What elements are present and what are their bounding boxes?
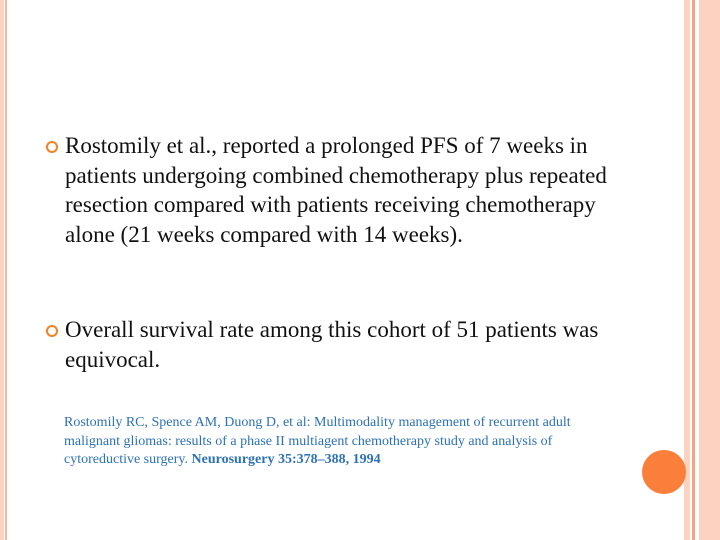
circle-bullet-icon: [46, 325, 58, 337]
reference-text: Rostomily RC, Spence AM, Duong D, et al: Multimodality management of recurrent adult malignant gliomas: results of a phase II multiagent chemotherapy study and analysis of cytoreductive surgery.: [64, 415, 571, 467]
right-border-stripe-3: [699, 0, 720, 540]
reference-citation: [64, 414, 624, 470]
reference-journal: Neurosurgery 35:378–388, 1994: [191, 452, 381, 467]
circle-bullet-icon: [46, 141, 58, 153]
left-border-inner: [5, 0, 7, 540]
right-border-stripe-1: [684, 0, 690, 540]
bullet-text-1: Rostomily et al., reported a prolonged PFS of 7 weeks in patients undergoing combined chemotherapy plus repeated resection compared with patients receiving chemotherapy alone (21 weeks compared with 14 weeks).: [65, 133, 607, 247]
right-border-stripe-2: [692, 0, 695, 540]
bullet-item-1: [46, 131, 626, 249]
decorative-orange-circle: [642, 450, 686, 494]
left-border-outer: [0, 0, 4, 540]
bullet-text-2: Overall survival rate among this cohort of 51 patients was equivocal.: [65, 317, 599, 372]
bullet-item-2: [46, 315, 626, 374]
